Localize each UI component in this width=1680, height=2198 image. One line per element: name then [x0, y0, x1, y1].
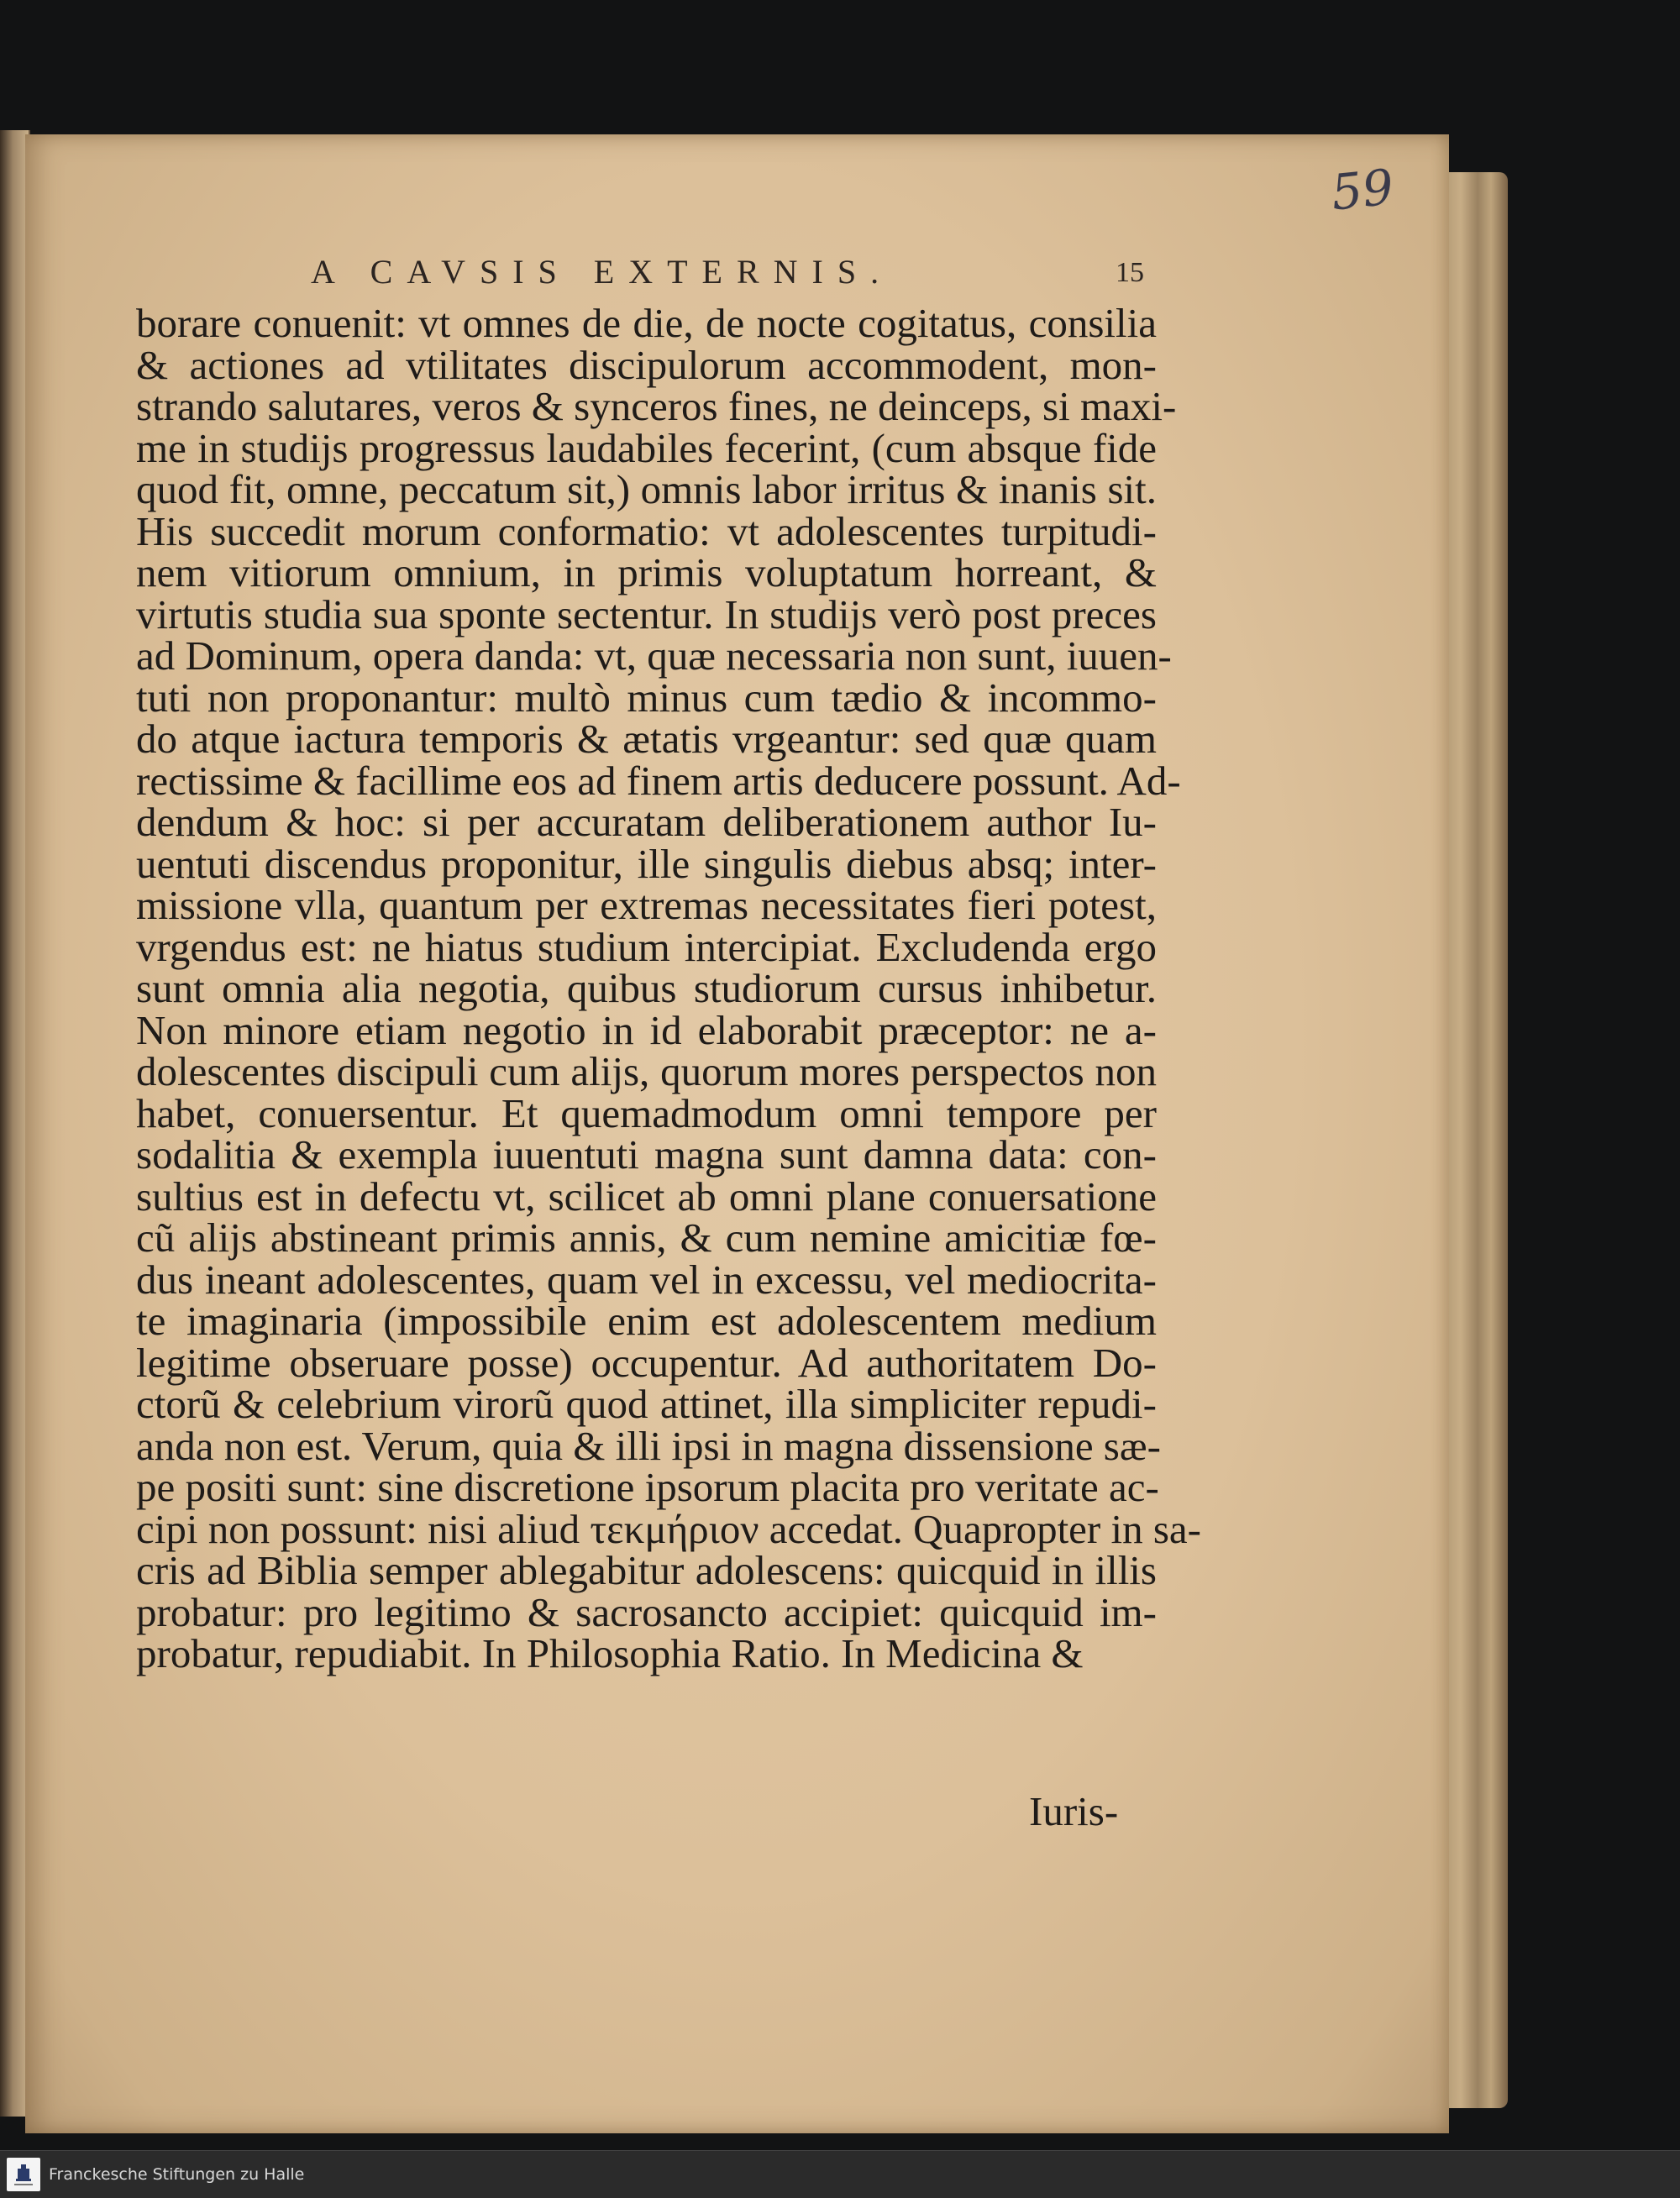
text-line: cipi non possunt: nisi aliud τεκμήριον accedat. Quapropter in sa- [136, 1505, 1201, 1552]
text-line: Non minore etiam negotio in id elaborabit præceptor: ne a- [136, 1006, 1157, 1053]
text-line: me in studijs progressus laudabiles fecerint, (cum absque fide [136, 424, 1157, 471]
text-line: do atque iactura temporis & ætatis vrgeantur: sed quæ quam [136, 716, 1157, 762]
text-line: anda non est. Verum, quia & illi ipsi in magna dissensione sæ- [136, 1422, 1161, 1469]
text-line: sodalitia & exempla iuuentuti magna sunt damna data: con- [136, 1131, 1157, 1178]
text-line: rectissime & facillime eos ad finem artis deducere possunt. Ad- [136, 757, 1181, 804]
text-line: legitime obseruare posse) occupentur. Ad authoritatem Do- [136, 1339, 1157, 1386]
body-text [136, 300, 1201, 1676]
text-line: strando salutares, veros & synceros fines, ne deinceps, si maxi- [136, 383, 1177, 429]
text-line: cũ alijs abstineant primis annis, & cum nemine amicitiæ fœ- [136, 1214, 1157, 1261]
text-line: dolescentes discipuli cum alijs, quorum mores perspectos non [136, 1048, 1157, 1094]
text-line: uentuti discendus proponitur, ille singulis diebus absq; inter- [136, 840, 1157, 887]
text-line: ad Dominum, opera danda: vt, quæ necessaria non sunt, iuuen- [136, 632, 1172, 679]
page-edge-stack [1441, 172, 1508, 2108]
text-line: dus ineant adolescentes, quam vel in excessu, vel mediocrita- [136, 1256, 1157, 1303]
text-line: borare conuenit: vt omnes de die, de nocte cogitatus, consilia [136, 300, 1157, 346]
text-line: virtutis studia sua sponte sectentur. In studijs verò post preces [136, 590, 1157, 637]
text-line: quod fit, omne, peccatum sit,) omnis labor irritus & inanis sit. [136, 466, 1157, 512]
text-line: nem vitiorum omnium, in primis voluptatum horreant, & [136, 549, 1157, 595]
text-line: sunt omnia alia negotia, quibus studiorum cursus inhibetur. [136, 965, 1157, 1011]
handwritten-folio-number: 59 [1328, 158, 1397, 222]
text-line: & actiones ad vtilitates discipulorum accommodent, mon- [136, 341, 1157, 388]
text-line: habet, conuersentur. Et quemadmodum omni tempore per [136, 1089, 1157, 1136]
text-line: tuti non proponantur: multò minus cum tædio & incommo- [136, 674, 1157, 721]
text-line: vrgendus est: ne hiatus studium intercipiat. Excludenda ergo [136, 923, 1157, 970]
viewer-footer-bar [0, 2150, 1680, 2198]
text-line: dendum & hoc: si per accuratam deliberationem author Iu- [136, 799, 1157, 845]
catchword: Iuris- [1029, 1788, 1119, 1834]
text-line: probatur, repudiabit. In Philosophia Ratio. In Medicina & [136, 1630, 1084, 1676]
institution-logo-icon [7, 2158, 40, 2191]
page-number: 15 [1116, 257, 1144, 288]
text-line: te imaginaria (impossibile enim est adolescentem medium [136, 1298, 1157, 1344]
running-head: A CAVSIS EXTERNIS. [311, 253, 894, 291]
text-line: probatur: pro legitimo & sacrosancto accipiet: quicquid im- [136, 1588, 1157, 1635]
text-line: sultius est in defectu vt, scilicet ab omni plane conuersatione [136, 1172, 1157, 1220]
text-line: cris ad Biblia semper ablegabitur adolescens: quicquid in illis [136, 1547, 1157, 1593]
text-line: pe positi sunt: sine discretione ipsorum placita pro veritate ac- [136, 1464, 1159, 1510]
text-line: missione vlla, quantum per extremas necessitates fieri potest, [136, 882, 1157, 928]
text-line: ctorũ & celebrium virorũ quod attinet, illa simpliciter repudi- [136, 1381, 1157, 1427]
footer-institution-name: Franckesche Stiftungen zu Halle [49, 2165, 305, 2184]
text-line: His succedit morum conformatio: vt adolescentes turpitudi- [136, 507, 1157, 554]
